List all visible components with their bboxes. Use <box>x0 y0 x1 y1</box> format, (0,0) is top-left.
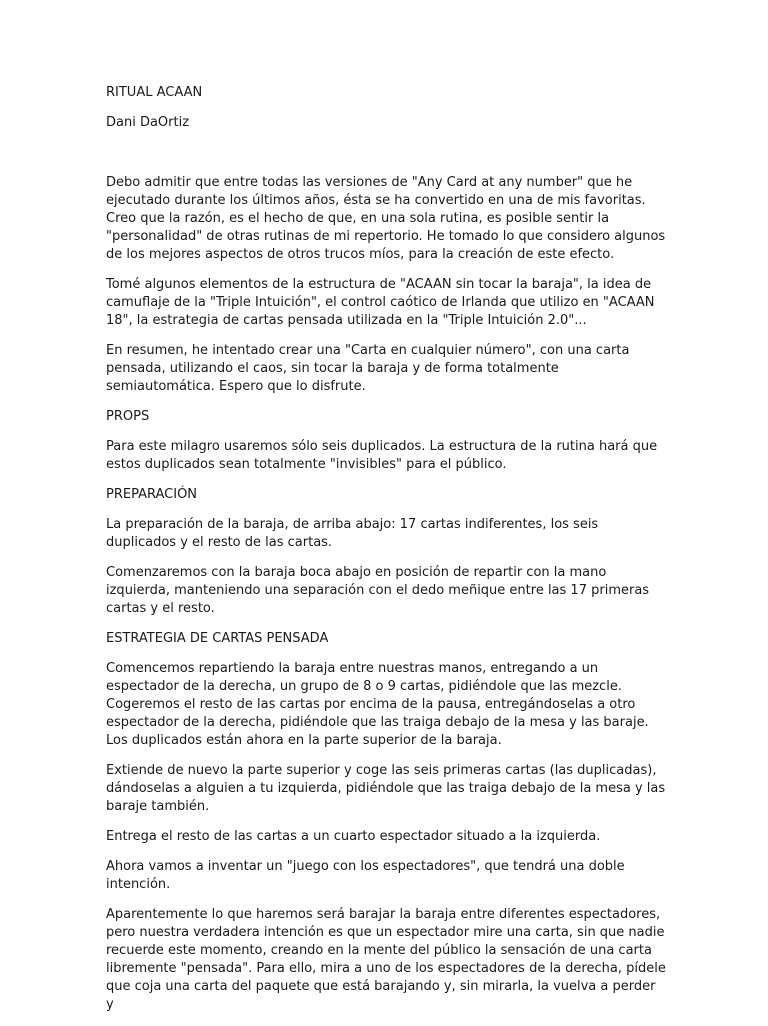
preparation-paragraph-2: Comenzaremos con la baraja boca abajo en posición de repartir con la mano izquierda, manteniendo una separación con el dedo meñique entre las 17 primeras cartas y el resto. <box>106 565 650 616</box>
document-title: RITUAL ACAAN <box>106 85 203 100</box>
props-heading: PROPS <box>106 409 150 424</box>
intro-paragraph-1: Debo admitir que entre todas las versiones de "Any Card at any number" que he ejecutado durante los últimos años, ésta se ha convertido en una de mis favoritas. Creo que la razón, es el hecho de que, en una sola rutina, es posible sentir la "personalidad" de otras rutinas de mi repertorio. He tomado lo que considero algunos de los mejores aspectos de otros trucos míos, para la creación de este efecto. <box>106 175 666 262</box>
strategy-heading: ESTRATEGIA DE CARTAS PENSADA <box>106 631 329 646</box>
preparation-paragraph-1: La preparación de la baraja, de arriba abajo: 17 cartas indiferentes, los seis duplicados y el resto de las cartas. <box>106 517 599 550</box>
props-paragraph: Para este milagro usaremos sólo seis duplicados. La estructura de la rutina hará que estos duplicados sean totalmente "invisibles" para el público. <box>106 439 658 472</box>
document-body <box>106 84 666 1026</box>
strategy-paragraph-3: Entrega el resto de las cartas a un cuarto espectador situado a la izquierda. <box>106 829 601 844</box>
intro-paragraph-3: En resumen, he intentado crear una "Carta en cualquier número", con una carta pensada, utilizando el caos, sin tocar la baraja y de forma totalmente semiautomática. Espero que lo disfrute. <box>106 343 630 394</box>
strategy-paragraph-5: Aparentemente lo que haremos será barajar la baraja entre diferentes espectadores, pero nuestra verdadera intención es que un espectador mire una carta, sin que nadie recuerde este momento, creando en la mente del público la sensación de una carta libremente "pensada". Para ello, mira a uno de los espectadores de la derecha, pídele que coja una carta del paquete que está barajando y, sin mirarla, la vuelva a perder y <box>106 907 666 1012</box>
strategy-paragraph-4: Ahora vamos a inventar un "juego con los espectadores", que tendrá una doble intención. <box>106 859 625 892</box>
intro-paragraph-2: Tomé algunos elementos de la estructura de "ACAAN sin tocar la baraja", la idea de camuflaje de la "Triple Intuición", el control caótico de Irlanda que utilizo en "ACAAN 18", la estrategia de cartas pensada utilizada en la "Triple Intuición 2.0"... <box>106 277 655 328</box>
strategy-paragraph-1: Comencemos repartiendo la baraja entre nuestras manos, entregando a un espectador de la derecha, un grupo de 8 o 9 cartas, pidiéndole que las mezcle. Cogeremos el resto de las cartas por encima de la pausa, entregándoselas a otro espectador de la derecha, pidiéndole que las traiga debajo de la mesa y las baraje. Los duplicados están ahora en la parte superior de la baraja. <box>106 661 649 748</box>
document-author: Dani DaOrtiz <box>106 115 190 130</box>
strategy-paragraph-2: Extiende de nuevo la parte superior y coge las seis primeras cartas (las duplicadas), dándoselas a alguien a tu izquierda, pidiéndole que las traiga debajo de la mesa y las baraje también. <box>106 763 666 814</box>
preparation-heading: PREPARACIÓN <box>106 487 198 502</box>
